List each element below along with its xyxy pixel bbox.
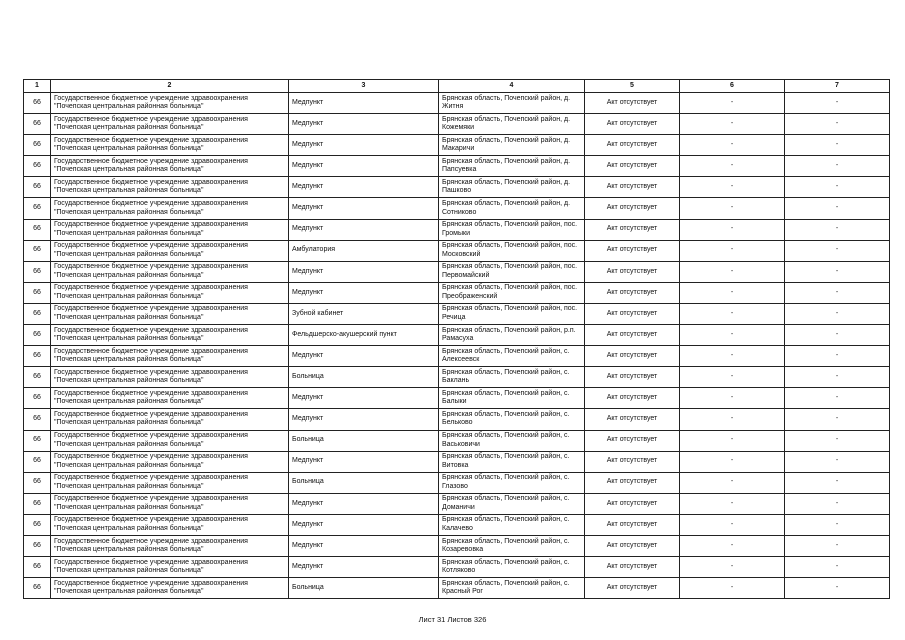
- row-number: 66: [24, 367, 51, 388]
- facility-type-cell: Медпункт: [289, 282, 439, 303]
- address-cell: Брянская область, Почепский район, д. Житня: [439, 93, 585, 114]
- column-6-cell: -: [680, 367, 785, 388]
- row-number: 66: [24, 240, 51, 261]
- facility-type-cell: Медпункт: [289, 261, 439, 282]
- row-number: 66: [24, 472, 51, 493]
- column-7-cell: -: [785, 282, 890, 303]
- facility-type-cell: Медпункт: [289, 535, 439, 556]
- column-7-cell: -: [785, 514, 890, 535]
- organization-cell: Государственное бюджетное учреждение здравоохранения "Почепская центральная районная больница": [51, 303, 289, 324]
- column-6-cell: -: [680, 177, 785, 198]
- row-number: 66: [24, 177, 51, 198]
- address-cell: Брянская область, Почепский район, пос. Речица: [439, 303, 585, 324]
- act-status-cell: Акт отсутствует: [585, 93, 680, 114]
- row-number: 66: [24, 156, 51, 177]
- act-status-cell: Акт отсутствует: [585, 219, 680, 240]
- address-cell: Брянская область, Почепский район, с. Красный Рог: [439, 578, 585, 599]
- row-number: 66: [24, 557, 51, 578]
- address-cell: Брянская область, Почепский район, с. Васьковичи: [439, 430, 585, 451]
- act-status-cell: Акт отсутствует: [585, 451, 680, 472]
- page-footer: Лист 31 Листов 326: [418, 615, 487, 624]
- organization-cell: Государственное бюджетное учреждение здравоохранения "Почепская центральная районная больница": [51, 472, 289, 493]
- row-number: 66: [24, 493, 51, 514]
- facility-type-cell: Медпункт: [289, 514, 439, 535]
- table-row: [24, 367, 890, 388]
- address-cell: Брянская область, Почепский район, д. Макаричи: [439, 135, 585, 156]
- organization-cell: Государственное бюджетное учреждение здравоохранения "Почепская центральная районная больница": [51, 219, 289, 240]
- act-status-cell: Акт отсутствует: [585, 409, 680, 430]
- table-row: [24, 346, 890, 367]
- column-6-cell: -: [680, 557, 785, 578]
- table-row: [24, 557, 890, 578]
- act-status-cell: Акт отсутствует: [585, 388, 680, 409]
- column-7-cell: -: [785, 535, 890, 556]
- facility-type-cell: Медпункт: [289, 346, 439, 367]
- column-7-cell: -: [785, 346, 890, 367]
- address-cell: Брянская область, Почепский район, пос. Московский: [439, 240, 585, 261]
- organization-cell: Государственное бюджетное учреждение здравоохранения "Почепская центральная районная больница": [51, 430, 289, 451]
- act-status-cell: Акт отсутствует: [585, 346, 680, 367]
- column-6-cell: -: [680, 114, 785, 135]
- table-row: [24, 472, 890, 493]
- facility-type-cell: Больница: [289, 430, 439, 451]
- table-row: [24, 388, 890, 409]
- facility-type-cell: Амбулатория: [289, 240, 439, 261]
- organization-cell: Государственное бюджетное учреждение здравоохранения "Почепская центральная районная больница": [51, 240, 289, 261]
- facility-type-cell: Больница: [289, 472, 439, 493]
- row-number: 66: [24, 514, 51, 535]
- organization-cell: Государственное бюджетное учреждение здравоохранения "Почепская центральная районная больница": [51, 557, 289, 578]
- table-row: [24, 177, 890, 198]
- facility-type-cell: Больница: [289, 578, 439, 599]
- facility-type-cell: Медпункт: [289, 557, 439, 578]
- column-6-cell: -: [680, 156, 785, 177]
- column-7-cell: -: [785, 493, 890, 514]
- organization-cell: Государственное бюджетное учреждение здравоохранения "Почепская центральная районная больница": [51, 135, 289, 156]
- address-cell: Брянская область, Почепский район, с. Баклань: [439, 367, 585, 388]
- row-number: 66: [24, 409, 51, 430]
- organization-cell: Государственное бюджетное учреждение здравоохранения "Почепская центральная районная больница": [51, 535, 289, 556]
- address-cell: Брянская область, Почепский район, с. Витовка: [439, 451, 585, 472]
- row-number: 66: [24, 451, 51, 472]
- act-status-cell: Акт отсутствует: [585, 535, 680, 556]
- table-row: [24, 282, 890, 303]
- column-6-cell: -: [680, 198, 785, 219]
- column-header-1: 1: [24, 80, 51, 93]
- table-row: [24, 93, 890, 114]
- column-6-cell: -: [680, 388, 785, 409]
- column-7-cell: -: [785, 93, 890, 114]
- act-status-cell: Акт отсутствует: [585, 578, 680, 599]
- column-6-cell: -: [680, 93, 785, 114]
- table-row: [24, 409, 890, 430]
- address-cell: Брянская область, Почепский район, с. Калачево: [439, 514, 585, 535]
- table-row: [24, 156, 890, 177]
- act-status-cell: Акт отсутствует: [585, 493, 680, 514]
- column-header-3: 3: [289, 80, 439, 93]
- address-cell: Брянская область, Почепский район, с. Бельково: [439, 409, 585, 430]
- column-6-cell: -: [680, 325, 785, 346]
- column-7-cell: -: [785, 219, 890, 240]
- facility-type-cell: Больница: [289, 367, 439, 388]
- column-7-cell: -: [785, 325, 890, 346]
- column-6-cell: -: [680, 451, 785, 472]
- table-row: [24, 578, 890, 599]
- address-cell: Брянская область, Почепский район, с. Котляково: [439, 557, 585, 578]
- organization-cell: Государственное бюджетное учреждение здравоохранения "Почепская центральная районная больница": [51, 493, 289, 514]
- facility-type-cell: Медпункт: [289, 93, 439, 114]
- column-7-cell: -: [785, 156, 890, 177]
- facility-type-cell: Медпункт: [289, 156, 439, 177]
- facility-type-cell: Медпункт: [289, 451, 439, 472]
- table-row: [24, 114, 890, 135]
- facility-type-cell: Фельдшерско-акушерский пункт: [289, 325, 439, 346]
- table-row: [24, 514, 890, 535]
- column-6-cell: -: [680, 261, 785, 282]
- address-cell: Брянская область, Почепский район, д. Папсуевка: [439, 156, 585, 177]
- column-header-5: 5: [585, 80, 680, 93]
- act-status-cell: Акт отсутствует: [585, 514, 680, 535]
- row-number: 66: [24, 282, 51, 303]
- act-status-cell: Акт отсутствует: [585, 156, 680, 177]
- organization-cell: Государственное бюджетное учреждение здравоохранения "Почепская центральная районная больница": [51, 198, 289, 219]
- table-row: [24, 430, 890, 451]
- column-7-cell: -: [785, 472, 890, 493]
- column-7-cell: -: [785, 367, 890, 388]
- organization-cell: Государственное бюджетное учреждение здравоохранения "Почепская центральная районная больница": [51, 514, 289, 535]
- column-7-cell: -: [785, 430, 890, 451]
- address-cell: Брянская область, Почепский район, пос. Громыки: [439, 219, 585, 240]
- address-cell: Брянская область, Почепский район, р.п. Рамасуха: [439, 325, 585, 346]
- facility-type-cell: Медпункт: [289, 493, 439, 514]
- facility-type-cell: Медпункт: [289, 409, 439, 430]
- column-7-cell: -: [785, 240, 890, 261]
- row-number: 66: [24, 135, 51, 156]
- address-cell: Брянская область, Почепский район, д. Сотниково: [439, 198, 585, 219]
- organization-cell: Государственное бюджетное учреждение здравоохранения "Почепская центральная районная больница": [51, 93, 289, 114]
- column-7-cell: -: [785, 451, 890, 472]
- column-6-cell: -: [680, 472, 785, 493]
- column-6-cell: -: [680, 135, 785, 156]
- column-7-cell: -: [785, 198, 890, 219]
- row-number: 66: [24, 346, 51, 367]
- facility-type-cell: Медпункт: [289, 177, 439, 198]
- row-number: 66: [24, 93, 51, 114]
- column-6-cell: -: [680, 430, 785, 451]
- act-status-cell: Акт отсутствует: [585, 472, 680, 493]
- facility-type-cell: Медпункт: [289, 135, 439, 156]
- organization-cell: Государственное бюджетное учреждение здравоохранения "Почепская центральная районная больница": [51, 156, 289, 177]
- act-status-cell: Акт отсутствует: [585, 240, 680, 261]
- organization-cell: Государственное бюджетное учреждение здравоохранения "Почепская центральная районная больница": [51, 451, 289, 472]
- column-6-cell: -: [680, 303, 785, 324]
- act-status-cell: Акт отсутствует: [585, 303, 680, 324]
- address-cell: Брянская область, Почепский район, с. Козаревовка: [439, 535, 585, 556]
- column-7-cell: -: [785, 303, 890, 324]
- facility-type-cell: Медпункт: [289, 388, 439, 409]
- table-row: [24, 135, 890, 156]
- column-7-cell: -: [785, 388, 890, 409]
- address-cell: Брянская область, Почепский район, пос. Первомайский: [439, 261, 585, 282]
- row-number: 66: [24, 388, 51, 409]
- row-number: 66: [24, 303, 51, 324]
- column-6-cell: -: [680, 535, 785, 556]
- act-status-cell: Акт отсутствует: [585, 114, 680, 135]
- row-number: 66: [24, 261, 51, 282]
- address-cell: Брянская область, Почепский район, с. Алексеевск: [439, 346, 585, 367]
- column-7-cell: -: [785, 114, 890, 135]
- organization-cell: Государственное бюджетное учреждение здравоохранения "Почепская центральная районная больница": [51, 388, 289, 409]
- organization-cell: Государственное бюджетное учреждение здравоохранения "Почепская центральная районная больница": [51, 114, 289, 135]
- organization-cell: Государственное бюджетное учреждение здравоохранения "Почепская центральная районная больница": [51, 325, 289, 346]
- row-number: 66: [24, 325, 51, 346]
- table-row: [24, 219, 890, 240]
- table-row: [24, 493, 890, 514]
- row-number: 66: [24, 114, 51, 135]
- column-7-cell: -: [785, 177, 890, 198]
- act-status-cell: Акт отсутствует: [585, 367, 680, 388]
- organization-cell: Государственное бюджетное учреждение здравоохранения "Почепская центральная районная больница": [51, 367, 289, 388]
- address-cell: Брянская область, Почепский район, д. Пашково: [439, 177, 585, 198]
- address-cell: Брянская область, Почепский район, д. Кожемяки: [439, 114, 585, 135]
- facility-type-cell: Медпункт: [289, 114, 439, 135]
- row-number: 66: [24, 430, 51, 451]
- organization-cell: Государственное бюджетное учреждение здравоохранения "Почепская центральная районная больница": [51, 578, 289, 599]
- organization-cell: Государственное бюджетное учреждение здравоохранения "Почепская центральная районная больница": [51, 261, 289, 282]
- row-number: 66: [24, 535, 51, 556]
- organization-cell: Государственное бюджетное учреждение здравоохранения "Почепская центральная районная больница": [51, 177, 289, 198]
- column-6-cell: -: [680, 219, 785, 240]
- registry-table: [23, 79, 890, 599]
- column-header-7: 7: [785, 80, 890, 93]
- act-status-cell: Акт отсутствует: [585, 198, 680, 219]
- row-number: 66: [24, 219, 51, 240]
- column-header-6: 6: [680, 80, 785, 93]
- column-6-cell: -: [680, 240, 785, 261]
- act-status-cell: Акт отсутствует: [585, 177, 680, 198]
- table-row: [24, 198, 890, 219]
- address-cell: Брянская область, Почепский район, с. Глазово: [439, 472, 585, 493]
- column-7-cell: -: [785, 261, 890, 282]
- facility-type-cell: Медпункт: [289, 198, 439, 219]
- act-status-cell: Акт отсутствует: [585, 430, 680, 451]
- column-6-cell: -: [680, 346, 785, 367]
- table-row: [24, 240, 890, 261]
- column-header-4: 4: [439, 80, 585, 93]
- column-6-cell: -: [680, 409, 785, 430]
- address-cell: Брянская область, Почепский район, с. Доманичи: [439, 493, 585, 514]
- facility-type-cell: Зубной кабинет: [289, 303, 439, 324]
- act-status-cell: Акт отсутствует: [585, 557, 680, 578]
- organization-cell: Государственное бюджетное учреждение здравоохранения "Почепская центральная районная больница": [51, 409, 289, 430]
- column-6-cell: -: [680, 282, 785, 303]
- table-body: [24, 93, 890, 599]
- column-6-cell: -: [680, 578, 785, 599]
- column-6-cell: -: [680, 514, 785, 535]
- column-7-cell: -: [785, 578, 890, 599]
- table-header-row: [24, 80, 890, 93]
- address-cell: Брянская область, Почепский район, пос. Преображенский: [439, 282, 585, 303]
- act-status-cell: Акт отсутствует: [585, 282, 680, 303]
- table-row: [24, 451, 890, 472]
- table-row: [24, 325, 890, 346]
- act-status-cell: Акт отсутствует: [585, 135, 680, 156]
- table-row: [24, 261, 890, 282]
- address-cell: Брянская область, Почепский район, с. Балыки: [439, 388, 585, 409]
- column-7-cell: -: [785, 409, 890, 430]
- table-row: [24, 535, 890, 556]
- column-header-2: 2: [51, 80, 289, 93]
- facility-type-cell: Медпункт: [289, 219, 439, 240]
- act-status-cell: Акт отсутствует: [585, 325, 680, 346]
- table-row: [24, 303, 890, 324]
- organization-cell: Государственное бюджетное учреждение здравоохранения "Почепская центральная районная больница": [51, 282, 289, 303]
- row-number: 66: [24, 578, 51, 599]
- column-6-cell: -: [680, 493, 785, 514]
- organization-cell: Государственное бюджетное учреждение здравоохранения "Почепская центральная районная больница": [51, 346, 289, 367]
- act-status-cell: Акт отсутствует: [585, 261, 680, 282]
- row-number: 66: [24, 198, 51, 219]
- column-7-cell: -: [785, 135, 890, 156]
- column-7-cell: -: [785, 557, 890, 578]
